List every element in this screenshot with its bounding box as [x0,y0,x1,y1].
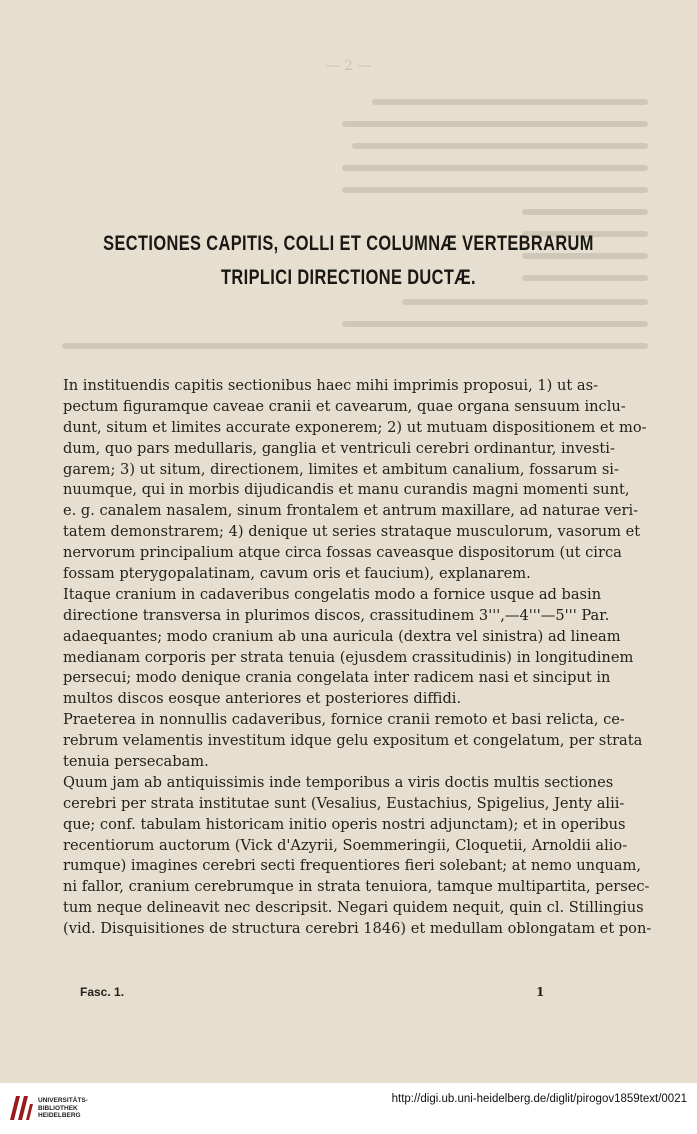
text-line: Praeterea in nonnullis cadaveribus, fornice cranii remoto et basi relicta, ce- [63,711,625,729]
viewer-footer-bar [0,1083,697,1134]
text-line: tenuia persecabam. [63,753,209,771]
text-line: directione transversa in plurimos discos, crassitudinem 3''',—4'''—5''' Par. [63,606,610,624]
library-logo-icon[interactable] [6,1092,36,1124]
text-line: dunt, situm et limites accurate exponerem; 2) ut mutuam dispositionem et mo- [63,418,647,436]
text-line: tum neque delineavit nec descripsit. Negari quidem nequit, quin cl. Stillingius [63,899,644,917]
text-line: nuumque, qui in morbis dijudicandis et manu curandis magni momenti sunt, [63,481,630,499]
body-text [63,376,652,940]
text-line: e. g. canalem nasalem, sinum frontalem et antrum maxillare, ad naturae veri- [63,502,639,520]
text-line: In instituendis capitis sectionibus haec mihi imprimis proposui, 1) ut as- [63,377,599,394]
text-line: (vid. Disquisitiones de structura cerebri 1846) et medullam oblongatam et pon- [63,920,652,938]
signature-mark: 1 [536,985,545,999]
text-line: tatem demonstrarem; 4) denique ut series strataque musculorum, vasorum et [63,523,641,541]
text-line: Itaque cranium in cadaveribus congelatis modo a fornice usque ad basin [63,585,602,603]
fascicle-mark: Fasc. 1. [80,985,125,999]
text-line: cerebri per strata institutae sunt (Vesalius, Eustachius, Spigelius, Jenty alii- [63,794,625,812]
text-line: Quum jam ab antiquissimis inde temporibus a viris doctis multis sectiones [63,773,614,791]
text-line: que; conf. tabulam historicam initio operis nostri adjunctam); et in operibus [63,815,626,833]
text-line: adaequantes; modo cranium ab una auricula (dextra vel sinistra) ad lineam [63,627,621,645]
show-through-text [45,40,665,370]
library-name: UNIVERSITÄTS- BIBLIOTHEK HEIDELBERG [38,1097,88,1119]
text-line: garem; 3) ut situm, directionem, limites et ambitum canalium, fossarum si- [63,460,619,478]
text-line: persecui; modo denique crania congelata inter radicem nasi et sinciput in [63,669,611,687]
section-title-line-2: TRIPLICI DIRECTIONE DUCTÆ. [221,266,476,289]
text-line: rebrum velamentis investitum idque gelu expositum et congelatum, per strata [63,732,643,750]
source-url-link[interactable]: http://digi.ub.uni-heidelberg.de/diglit/pirogov1859text/0021 [391,1093,687,1105]
page-number: — 2 — [325,58,372,74]
text-line: pectum figuramque caveae cranii et cavearum, quae organa sensuum inclu- [63,397,626,415]
text-line: ni fallor, cranium cerebrumque in strata tenuiora, tamque multipartita, persec- [63,878,650,896]
text-line: medianam corporis per strata tenuia (ejusdem crassitudinis) in longitudinem [63,648,634,666]
text-line: recentiorum auctorum (Vick d'Azyrii, Soemmeringii, Cloquetii, Arnoldii alio- [63,836,628,854]
text-line: multos discos eosque anteriores et posteriores diffidi. [63,690,462,708]
text-line: nervorum principalium atque circa fossas caveasque dispositorum (ut circa [63,544,622,562]
text-line: fossam pterygopalatinam, cavum oris et faucium), explanarem. [63,565,531,583]
text-line: dum, quo pars medullaris, ganglia et ventriculi cerebri ordinantur, investi- [63,439,615,457]
text-line: rumque) imagines cerebri secti frequentiores fieri solebant; at nemo unquam, [63,857,641,875]
section-title-line-1: SECTIONES CAPITIS, COLLI ET COLUMNÆ VERTEBRARUM [103,232,594,255]
